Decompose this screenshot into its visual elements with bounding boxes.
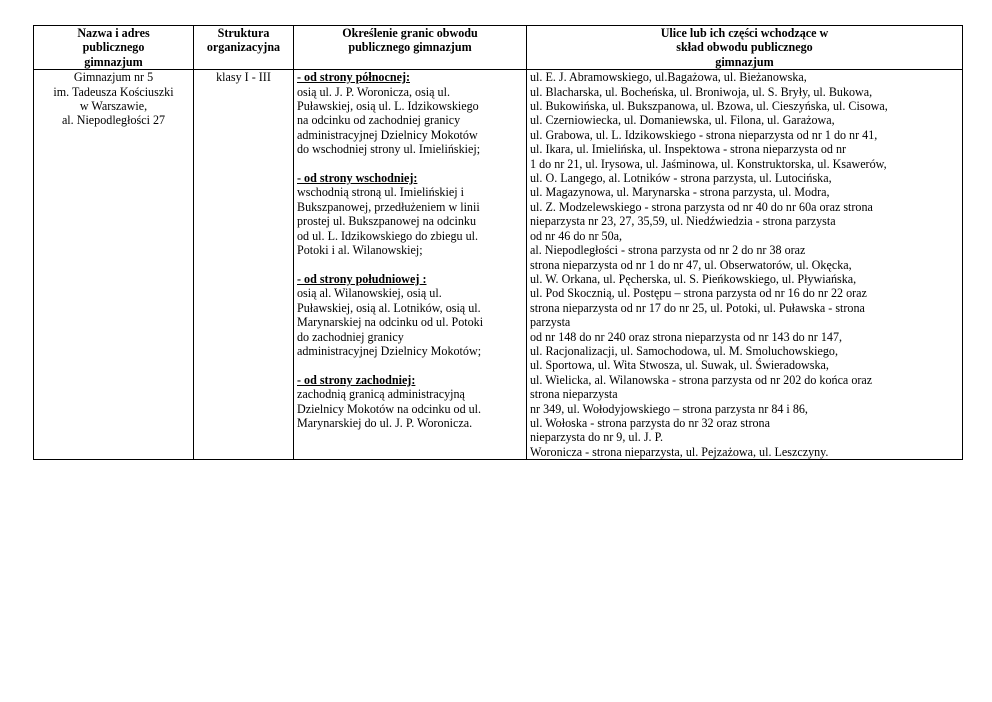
spacer [297, 257, 523, 271]
boundaries-cell [294, 70, 527, 460]
streets-line: al. Niepodległości - strona parzysta od nr 2 do nr 38 oraz [530, 243, 806, 258]
boundary-line: wschodnią stroną ul. Imielińskiej i [297, 185, 464, 200]
structure-cell [194, 70, 294, 460]
boundary-south [297, 272, 523, 358]
streets-line: ul. Z. Modzelewskiego - strona parzysta od nr 40 do nr 60a oraz strona [530, 199, 873, 214]
boundary-line: do zachodniej granicy [297, 329, 404, 344]
streets-line: ul. O. Langego, al. Lotników - strona parzysta, ul. Lutocińska, [530, 171, 832, 186]
streets-line: strona nieparzysta od nr 17 do nr 25, ul. Potoki, ul. Puławska - strona [530, 300, 865, 315]
streets-line: ul. Blacharska, ul. Bocheńska, ul. Broniwoja, ul. S. Bryły, ul. Bukowa, [530, 84, 873, 99]
streets-line: nieparzysta nr 23, 27, 35,59, ul. Niedźwiedzia - strona parzysta [530, 214, 836, 229]
streets-line: ul. Sportowa, ul. Wita Stwosza, ul. Suwak, ul. Świeradowska, [530, 358, 829, 373]
boundary-line: Puławskiej, osią al. Lotników, osią ul. [297, 300, 481, 315]
streets-line: ul. Magazynowa, ul. Marynarska - strona parzysta, ul. Modra, [530, 185, 830, 200]
boundary-line: prostej ul. Bukszpanowej na odcinku [297, 214, 477, 229]
boundary-line: osią ul. J. P. Woronicza, osią ul. [297, 84, 450, 99]
streets-line: ul. Wielicka, al. Wilanowska - strona parzysta od nr 202 do końca oraz [530, 372, 873, 387]
streets-line: ul. W. Orkana, ul. Pęcherska, ul. S. Pieńkowskiego, ul. Pływiańska, [530, 271, 857, 286]
header-name-address [34, 26, 194, 70]
streets-line: parzysta [530, 315, 571, 330]
header-line: Nazwa i adres [77, 26, 150, 40]
boundary-line: od ul. L. Idzikowskiego do zbiegu ul. [297, 228, 479, 243]
spacer [297, 157, 523, 171]
table-row [34, 70, 963, 460]
boundary-north [297, 70, 523, 156]
header-line: Struktura [217, 26, 270, 40]
header-line: Ulice lub ich części wchodzące w [660, 26, 829, 40]
boundary-west [297, 373, 523, 431]
streets-line: nr 349, ul. Wołodyjowskiego – strona parzysta nr 84 i 86, [530, 401, 808, 416]
boundary-line: Dzielnicy Mokotów na odcinku od ul. [297, 401, 482, 416]
streets-line: ul. Grabowa, ul. L. Idzikowskiego - strona nieparzysta od nr 1 do nr 41, [530, 127, 878, 142]
boundary-heading: - od strony północnej: [297, 70, 410, 85]
header-line: Określenie granic obwodu [342, 26, 478, 40]
boundary-line: administracyjnej Dzielnicy Mokotów; [297, 343, 482, 358]
streets-line: ul. Ikara, ul. Imielińska, ul. Inspektowa - strona nieparzysta od nr [530, 142, 847, 157]
boundary-heading: - od strony zachodniej: [297, 372, 416, 387]
boundary-line: Puławskiej, osią ul. L. Idzikowskiego [297, 99, 479, 114]
header-line: gimnazjum [715, 54, 774, 69]
streets-line: od nr 148 do nr 240 oraz strona nieparzysta od nr 143 do nr 147, [530, 329, 843, 344]
header-line: publicznego gimnazjum [348, 40, 472, 55]
streets-line: od nr 46 do nr 50a, [530, 228, 623, 243]
boundary-line: administracyjnej Dzielnicy Mokotów [297, 127, 478, 142]
streets-line: strona nieparzysta od nr 1 do nr 47, ul. Obserwatorów, ul. Okęcka, [530, 257, 852, 272]
boundary-east [297, 171, 523, 257]
streets-line: nieparzysta do nr 9, ul. J. P. [530, 430, 664, 445]
spacer [297, 358, 523, 372]
school-district-table [33, 25, 963, 460]
boundary-line: Potoki i al. Wilanowskiej; [297, 243, 423, 258]
streets-line: Woronicza - strona nieparzysta, ul. Pejzażowa, ul. Leszczyny. [530, 444, 829, 459]
header-streets [527, 26, 963, 70]
school-name-line: Gimnazjum nr 5 [73, 70, 154, 85]
boundary-line: Marynarskiej do ul. J. P. Woronicza. [297, 415, 473, 430]
streets-line: ul. E. J. Abramowskiego, ul.Bagażowa, ul. Bieżanowska, [530, 70, 807, 85]
boundary-heading: - od strony południowej : [297, 271, 427, 286]
boundary-line: osią al. Wilanowskiej, osią ul. [297, 286, 442, 301]
streets-line: strona nieparzysta [530, 387, 618, 402]
header-line: gimnazjum [84, 54, 143, 69]
streets-line: ul. Wołoska - strona parzysta do nr 32 oraz strona [530, 415, 770, 430]
boundary-line: zachodnią granicą administracyjną [297, 387, 465, 402]
boundary-line: Bukszpanowej, przedłużeniem w linii [297, 199, 480, 214]
streets-line: ul. Bukowińska, ul. Bukszpanowa, ul. Bzowa, ul. Cieszyńska, ul. Cisowa, [530, 99, 888, 114]
boundary-heading: - od strony wschodniej: [297, 171, 418, 186]
structure-value: klasy I - III [216, 70, 271, 85]
school-city-line: w Warszawie, [79, 99, 148, 114]
header-line: organizacyjna [206, 40, 281, 55]
header-structure [194, 26, 294, 70]
boundary-line: do wschodniej strony ul. Imielińskiej; [297, 142, 481, 157]
boundary-line: Marynarskiej na odcinku od ul. Potoki [297, 315, 484, 330]
streets-line: ul. Racjonalizacji, ul. Samochodowa, ul. M. Smoluchowskiego, [530, 343, 839, 358]
streets-line: 1 do nr 21, ul. Irysowa, ul. Jaśminowa, ul. Konstruktorska, ul. Ksawerów, [530, 156, 887, 171]
header-boundaries [294, 26, 527, 70]
streets-cell [527, 70, 963, 460]
boundary-line: na odcinku od zachodniej granicy [297, 113, 461, 128]
school-name-line: im. Tadeusza Kościuszki [53, 84, 174, 99]
streets-line: ul. Czerniowiecka, ul. Domaniewska, ul. Filona, ul. Garażowa, [530, 113, 835, 128]
school-address-line: al. Niepodległości 27 [61, 113, 166, 128]
streets-line: ul. Pod Skocznią, ul. Postępu – strona parzysta od nr 16 do nr 22 oraz [530, 286, 867, 301]
header-line: publicznego [82, 40, 145, 55]
header-line: skład obwodu publicznego [676, 40, 813, 55]
header-row [34, 26, 963, 70]
school-cell [34, 70, 194, 460]
